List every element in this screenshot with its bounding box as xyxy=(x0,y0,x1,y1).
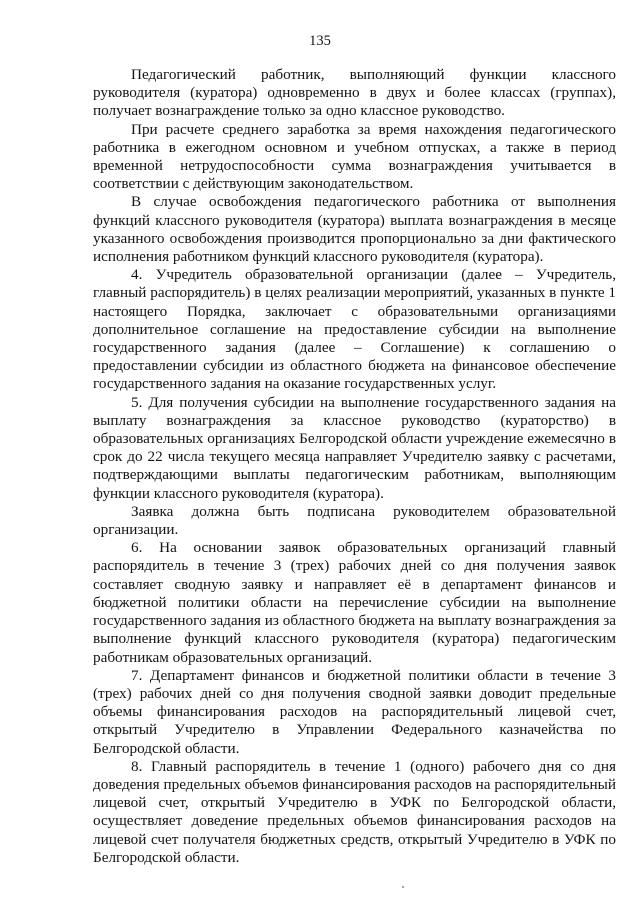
paragraph-item-6: 6. На основании заявок образовательных организаций главный распорядитель в течение 3 (трех) рабочих дней со дня получения заявок составляет сводную заявку и направляет её в департамент финансов и бюджетной политики области на перечисление субсидии на выполнение государственного задания из областного бюджета на выплату вознаграждения за выполнение функций классного руководителя (куратора) педагогическим работникам образовательных организаций. xyxy=(93,539,616,666)
paragraph-item-7: 7. Департамент финансов и бюджетной политики области в течение 3 (трех) рабочих дней со дня получения сводной заявки доводит предельные объемы финансирования расходов на распорядительный лицевой счет, открытый Учредителю в Управлении Федерального казначейства по Белгородской области. xyxy=(93,666,616,757)
paragraph-application-signature: Заявка должна быть подписана руководителем образовательной организации. xyxy=(93,502,616,539)
document-body xyxy=(93,66,616,867)
paragraph-item-4: 4. Учредитель образовательной организации (далее – Учредитель, главный распорядитель) в целях реализации мероприятий, указанных в пункте 1 настоящего Порядка, заключает с образовательными организациями дополнительное соглашение на предоставление субсидии на выполнение государственного задания (далее – Соглашение) к соглашению о предоставлении субсидии из областного бюджета на финансовое обеспечение государственного задания на оказание государственных услуг. xyxy=(93,266,616,393)
scan-speck xyxy=(402,886,404,888)
paragraph-teacher-multiple-classes: Педагогический работник, выполняющий функции классного руководителя (куратора) одновременно в двух и более классах (группах), получает вознаграждение только за одно классное руководство. xyxy=(93,66,616,120)
paragraph-item-5: 5. Для получения субсидии на выполнение государственного задания на выплату вознаграждения за классное руководство (кураторство) в образовательных организациях Белгородской области учреждение ежемесячно в срок до 22 числа текущего месяца направляет Учредителю заявку с расчетами, подтверждающими выплаты педагогическим работникам, выполняющим функции классного руководителя (куратора). xyxy=(93,393,616,502)
paragraph-average-earnings: При расчете среднего заработка за время нахождения педагогического работника в ежегодном основном и учебном отпусках, а также в период временной нетрудоспособности сумма вознаграждения учитывается в соответствии с действующим законодательством. xyxy=(93,120,616,193)
page-number: 135 xyxy=(309,33,331,49)
paragraph-item-8: 8. Главный распорядитель в течение 1 (одного) рабочего дня со дня доведения предельных объемов финансирования расходов на распорядительный лицевой счет, открытый Учредителю в УФК по Белгородской области, осуществляет доведение предельных объемов финансирования расходов на лицевой счет получателя бюджетных средств, открытый Учредителю в УФК по Белгородской области. xyxy=(93,757,616,866)
paragraph-release-from-duties: В случае освобождения педагогического работника от выполнения функций классного руководителя (куратора) выплата вознаграждения в месяце указанного освобождения производится пропорционально за дни фактического исполнения работником функций классного руководителя (куратора). xyxy=(93,193,616,266)
